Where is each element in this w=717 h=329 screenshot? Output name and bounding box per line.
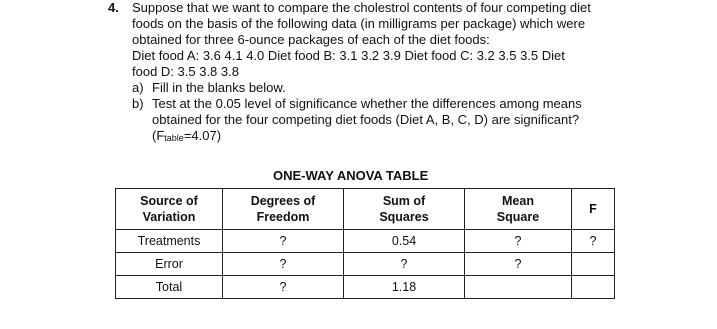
part-b-line: Test at the 0.05 level of significance whether the differences among means <box>152 96 582 111</box>
question-line: food D: 3.5 3.8 3.8 <box>132 64 239 79</box>
cell-ss: 0.54 <box>344 230 465 253</box>
header-text: Sum of <box>382 194 426 208</box>
part-b-line: obtained for the four competing diet foods (Diet A, B, C, D) are significant? <box>152 112 580 127</box>
cell-ss: 1.18 <box>344 276 465 299</box>
header-text: Square <box>496 210 540 224</box>
header-ss <box>344 189 465 230</box>
cell-f <box>572 253 615 276</box>
table-row <box>116 253 615 276</box>
cell-source: Total <box>116 276 223 299</box>
header-source <box>116 189 223 230</box>
table-row <box>116 230 615 253</box>
cell-ss: ? <box>344 253 465 276</box>
cell-f <box>572 276 615 299</box>
cell-df: ? <box>223 276 344 299</box>
f-table-subscript: table <box>164 133 184 143</box>
cell-f: ? <box>572 230 615 253</box>
table-header-row <box>116 189 615 230</box>
part-a-label: a) <box>132 80 144 95</box>
header-text: Degrees of <box>250 194 316 208</box>
cell-source: Treatments <box>116 230 223 253</box>
table-title: ONE-WAY ANOVA TABLE <box>273 168 429 183</box>
f-table-open: (F <box>152 128 165 143</box>
sub-questions <box>132 80 708 146</box>
header-df <box>223 189 344 230</box>
part-a <box>132 80 708 96</box>
cell-source: Error <box>116 253 223 276</box>
cell-df: ? <box>223 253 344 276</box>
question-line: foods on the basis of the following data (in milligrams per package) which were <box>132 16 586 31</box>
header-text: Squares <box>379 210 429 224</box>
question-body <box>132 0 708 146</box>
question-number: 4. <box>108 0 119 15</box>
question-line: obtained for three 6-ounce packages of each of the diet foods: <box>132 32 490 47</box>
header-text: Freedom <box>256 210 310 224</box>
cell-ms: ? <box>465 230 572 253</box>
cell-ms: ? <box>465 253 572 276</box>
question-line: Diet food A: 3.6 4.1 4.0 Diet food B: 3.1 3.2 3.9 Diet food C: 3.2 3.5 3.5 Diet <box>132 48 565 63</box>
cell-ms <box>465 276 572 299</box>
cell-df: ? <box>223 230 344 253</box>
f-table-number: =4.07) <box>183 128 222 143</box>
f-table-value <box>152 128 708 146</box>
part-b-label: b) <box>132 96 144 111</box>
part-a-text: Fill in the blanks below. <box>152 80 286 95</box>
anova-table <box>115 188 615 299</box>
header-text: Mean <box>502 194 534 208</box>
part-b <box>132 96 708 128</box>
table-row <box>116 276 615 299</box>
part-b-text <box>152 96 708 128</box>
header-text: Variation <box>142 210 196 224</box>
question-line: Suppose that we want to compare the cholestrol contents of four competing diet <box>132 0 591 15</box>
header-text: Source of <box>140 194 198 208</box>
header-f: F <box>572 189 615 230</box>
question-block <box>108 0 708 146</box>
header-ms <box>465 189 572 230</box>
